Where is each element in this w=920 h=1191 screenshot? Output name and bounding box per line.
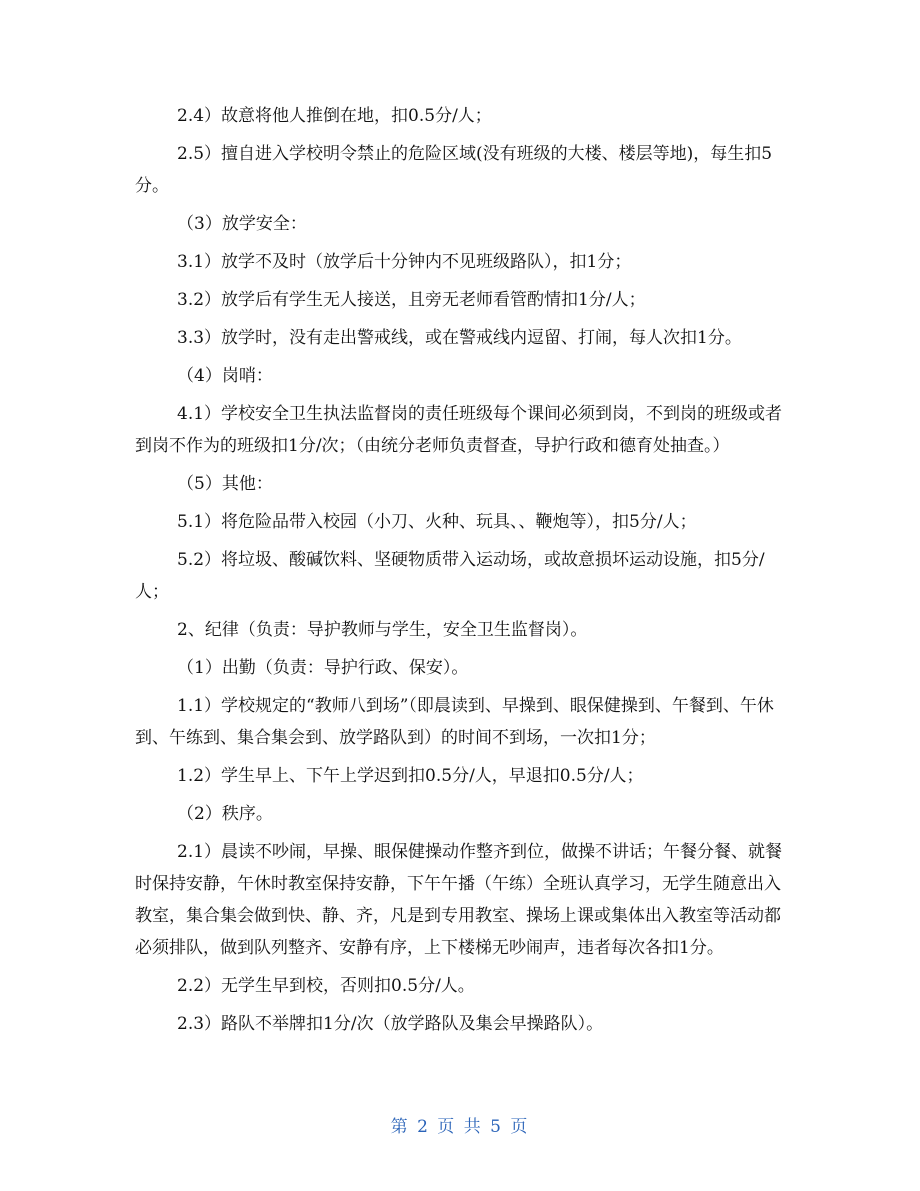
page-number-footer: 第 2 页 共 5 页 [390,1117,530,1137]
paragraph-3-3: 3.3）放学时，没有走出警戒线，或在警戒线内逗留、打闹，每人次扣1分。 [177,328,742,348]
paragraph-2-3: 2.3）路队不举牌扣1分/次（放学路队及集会早操路队）。 [177,1014,604,1034]
subsection-order: （2）秩序。 [177,804,273,824]
paragraph-2-5: 2.5）擅自进入学校明令禁止的危险区域(没有班级的大楼、楼层等地)，每生扣5分。 [135,144,773,196]
paragraph-1-2: 1.2）学生早上、下午上学迟到扣0.5分/人，早退扣0.5分/人； [177,766,644,786]
paragraph-2-2: 2.2）无学生早到校，否则扣0.5分/人。 [177,976,475,996]
paragraph-4-1: 4.1）学校安全卫生执法监督岗的责任班级每个课间必须到岗，不到岗的班级或者到岗不作为的班级扣1分/次；（由统分老师负责督查，导护行政和德育处抽查。） [135,404,783,456]
document-body [135,100,790,1046]
section-dismissal-safety: （3）放学安全： [177,214,307,234]
subsection-attendance: （1）出勤（负责：导护行政、保安）。 [177,658,469,678]
paragraph-3-2: 3.2）放学后有学生无人接送，且旁无老师看管酌情扣1分/人； [177,290,646,310]
paragraph-2-4: 2.4）故意将他人推倒在地，扣0.5分/人； [177,106,492,126]
paragraph-2-1: 2.1）晨读不吵闹，早操、眼保健操动作整齐到位，做操不讲话；午餐分餐、就餐时保持安静，午休时教室保持安静，下午午播（午练）全班认真学习，无学生随意出入教室，集合集会做到快、静、齐，凡是到专用教室、操场上课或集体出入教室等活动都必须排队，做到队列整齐、安静有序，上下楼梯无吵闹声，违者每次各扣1分。 [135,842,783,958]
paragraph-3-1: 3.1）放学不及时（放学后十分钟内不见班级路队），扣1分； [177,252,632,272]
paragraph-5-2: 5.2）将垃圾、酸碱饮料、坚硬物质带入运动场，或故意损坏运动设施，扣5分/人； [135,550,765,602]
paragraph-5-1: 5.1）将危险品带入校园（小刀、火种、玩具、、鞭炮等），扣5分/人； [177,512,697,532]
paragraph-1-1: 1.1）学校规定的“教师八到场”（即晨读到、早操到、眼保健操到、午餐到、午休到、午练到、集合集会到、放学路队到）的时间不到场，一次扣1分； [135,696,774,748]
section-discipline: 2、纪律（负责：导护教师与学生，安全卫生监督岗）。 [177,620,588,640]
section-other: （5）其他： [177,474,273,494]
section-sentry-post: （4）岗哨： [177,366,273,386]
